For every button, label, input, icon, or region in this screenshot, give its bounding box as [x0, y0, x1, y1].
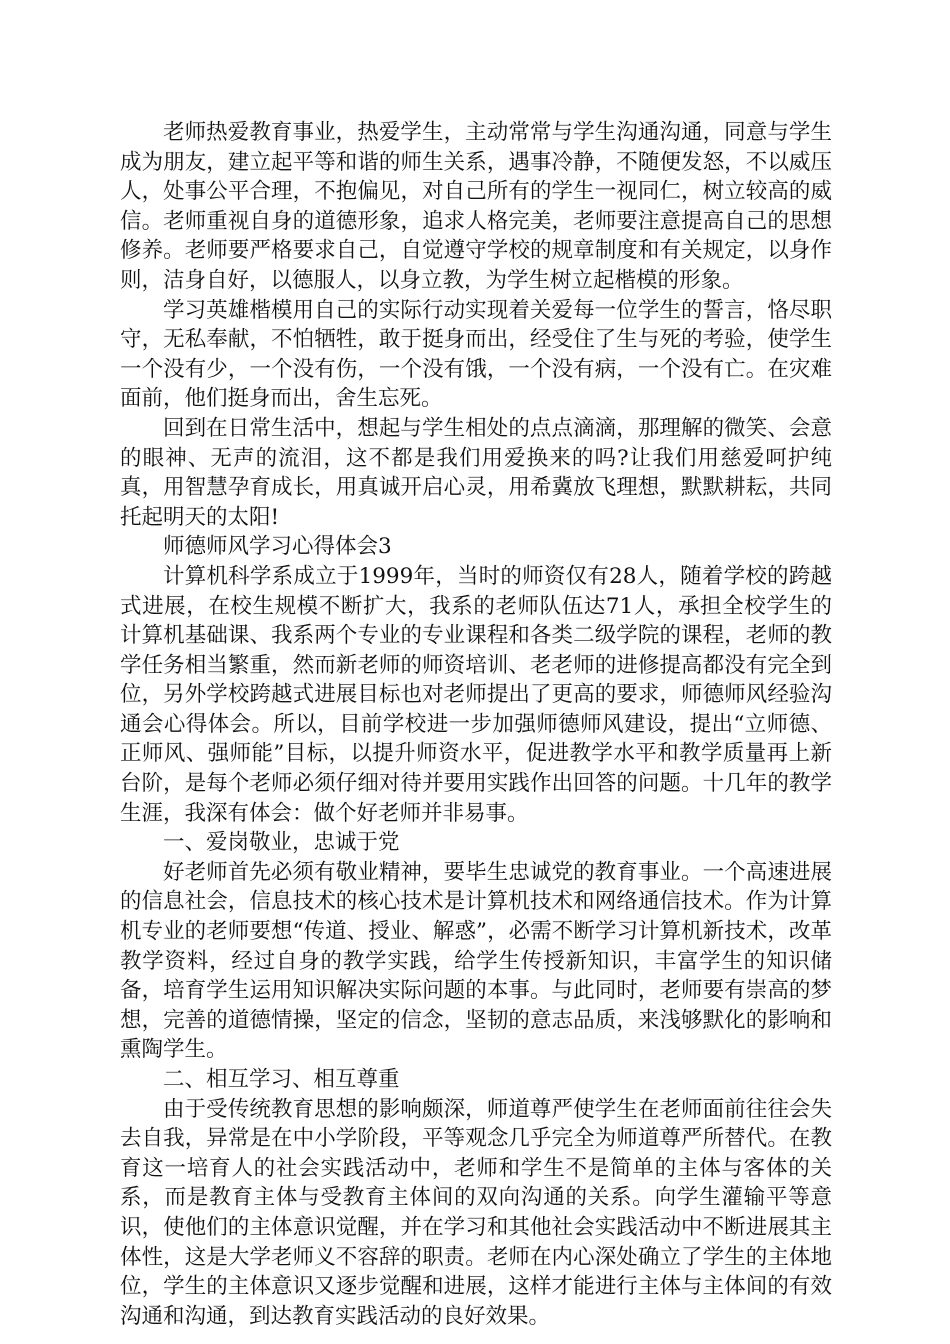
document-body: [120, 118, 832, 1331]
subheading-mutual-respect: 二、相互学习、相互尊重: [163, 1067, 400, 1092]
paragraph-mutual-respect: 由于受传统教育思想的影响颇深，师道尊严使学生在老师面前往往会失去自我，异常是在中小学阶段，平等观念几乎完全为师道尊严所替代。在教育这一培育人的社会实践活动中，老师和学生不是简单的主体与客体的关系，而是教育主体与受教育主体间的双向沟通的关系。向学生灌输平等意识，使他们的主体意识觉醒，并在学习和其他社会实践活动中不断进展其主体性，这是大学老师义不容辞的职责。老师在内心深处确立了学生的主体地位，学生的主体意识又逐步觉醒和进展，这样才能进行主体与主体间的有效沟通和沟通，到达教育实践活动的良好效果。: [120, 1096, 832, 1329]
paragraph-daily-life: 回到在日常生活中，想起与学生相处的点点滴滴，那理解的微笑、会意的眼神、无声的流泪，这不都是我们用爱换来的吗?让我们用慈爱呵护纯真，用智慧孕育成长，用真诚开启心灵，用希冀放飞理想，默默耕耘，共同托起明天的太阳!: [120, 415, 832, 530]
paragraph-hero-model: 学习英雄楷模用自己的实际行动实现着关爱每一位学生的誓言，恪尽职守，无私奉献，不怕牺牲，敢于挺身而出，经受住了生与死的考验，使学生一个没有少，一个没有伤，一个没有饿，一个没有病，一个没有亡。在灾难面前，他们挺身而出，舍生忘死。: [120, 297, 832, 412]
paragraph-cs-department: 计算机科学系成立于1999年，当时的师资仅有28人，随着学校的跨越式进展，在校生规模不断扩大，我系的老师队伍达71人，承担全校学生的计算机基础课、我系两个专业的专业课程和各类二级学院的课程，老师的教学任务相当繁重，然而新老师的师资培训、老老师的进修提高都没有完全到位，另外学校跨越式进展目标也对老师提出了更高的要求，师德师风经验沟通会心得体会。所以，目前学校进一步加强师德师风建设，提出“立师德、正师风、强师能”目标，以提升师资水平，促进教学水平和教学质量再上新台阶，是每个老师必须仔细对待并要用实践作出回答的问题。十几年的教学生涯，我深有体会：做个好老师并非易事。: [120, 563, 832, 826]
subheading-dedication: 一、爱岗敬业，忠诚于党: [163, 830, 400, 856]
paragraph-dedication: 好老师首先必须有敬业精神，要毕生忠诚党的教育事业。一个高速进展的信息社会，信息技术的核心技术是计算机技术和网络通信技术。作为计算机专业的老师要想“传道、授业、解惑”，必需不断学习计算机新技术，改革教学资料，经过自身的教学实践，给学生传授新知识，丰富学生的知识储备，培育学生运用知识解决实际问题的本事。与此同时，老师要有崇高的梦想，完善的道德情操，坚定的信念，坚韧的意志品质，来浅够默化的影响和熏陶学生。: [120, 859, 832, 1063]
paragraph-teacher-love: 老师热爱教育事业，热爱学生，主动常常与学生沟通沟通，同意与学生成为朋友，建立起平等和谐的师生关系，遇事冷静，不随便发怒，不以威压人，处事公平合理，不抱偏见，对自己所有的学生一视同仁，树立较高的威信。老师重视自身的道德形象，追求人格完美，老师要注意提高自己的思想修养。老师要严格要求自己，自觉遵守学校的规章制度和有关规定，以身作则，洁身自好，以德服人，以身立教，为学生树立起楷模的形象。: [120, 120, 832, 293]
section-title: 师德师风学习心得体会3: [163, 534, 392, 560]
